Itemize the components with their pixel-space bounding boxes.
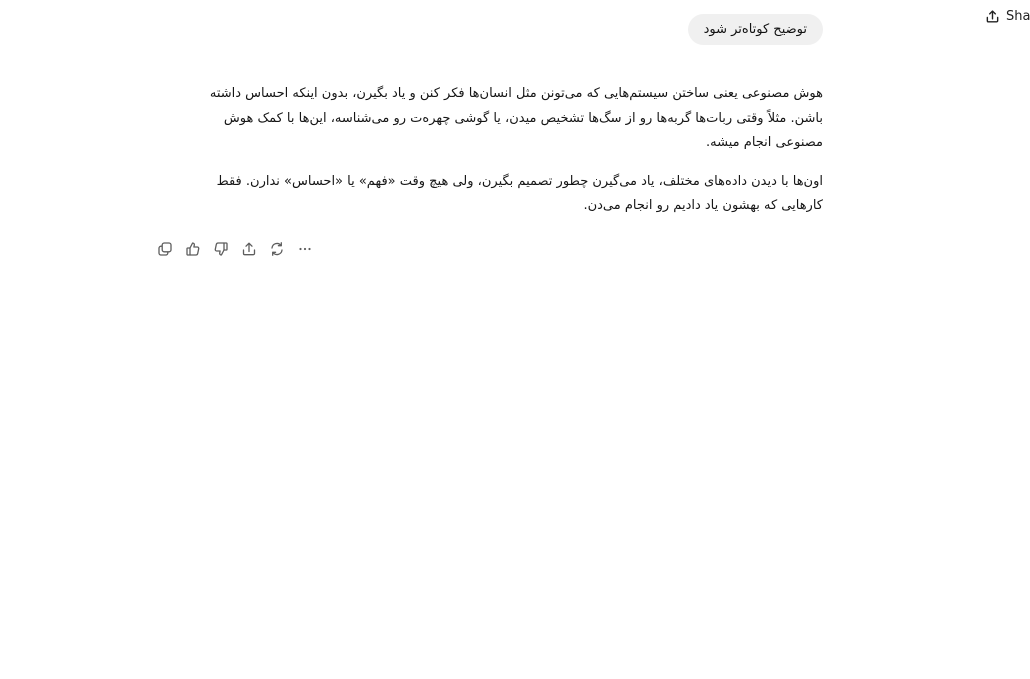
regenerate-button[interactable]	[265, 237, 289, 261]
paragraph-line: کارهایی که بهشون یاد دادیم رو انجام می‌دن.	[583, 198, 823, 213]
message-actions	[153, 237, 317, 261]
more-icon	[297, 241, 313, 257]
share-button[interactable]	[985, 9, 1030, 24]
thumbs-down-icon	[213, 241, 229, 257]
copy-icon	[157, 241, 173, 257]
paragraph-line: هوش مصنوعی یعنی ساختن سیستم‌هایی که می‌تونن مثل انسان‌ها فکر کنن و یاد بگیرن، بدون اینکه احساس داشته	[209, 86, 823, 101]
thumbs-up-button[interactable]	[181, 237, 205, 261]
more-options-button[interactable]	[293, 237, 317, 261]
assistant-paragraph-2	[173, 170, 823, 219]
user-message-bubble: توضیح کوتاه‌تر شود	[688, 14, 823, 45]
copy-button[interactable]	[153, 237, 177, 261]
thumbs-up-icon	[185, 241, 201, 257]
paragraph-line: مصنوعی انجام میشه.	[706, 135, 823, 150]
paragraph-line: باشن. مثلاً وقتی ربات‌ها گربه‌ها رو از سگ‌ها تشخیص میدن، یا گوشی چهره‌ت رو می‌شناسه، این‌ها با کمک هوش	[223, 110, 823, 126]
share-label: Sha	[1006, 9, 1030, 24]
share-response-button[interactable]	[237, 237, 261, 261]
share-icon	[985, 9, 1000, 24]
share-icon	[241, 241, 257, 257]
assistant-message	[173, 82, 823, 233]
thumbs-down-button[interactable]	[209, 237, 233, 261]
assistant-paragraph-1	[173, 82, 823, 156]
regenerate-icon	[269, 241, 285, 257]
paragraph-line: اون‌ها با دیدن داده‌های مختلف، یاد می‌گیرن چطور تصمیم بگیرن، ولی هیچ وقت «فهم» یا «احساس» ندارن. فقط	[216, 173, 823, 189]
